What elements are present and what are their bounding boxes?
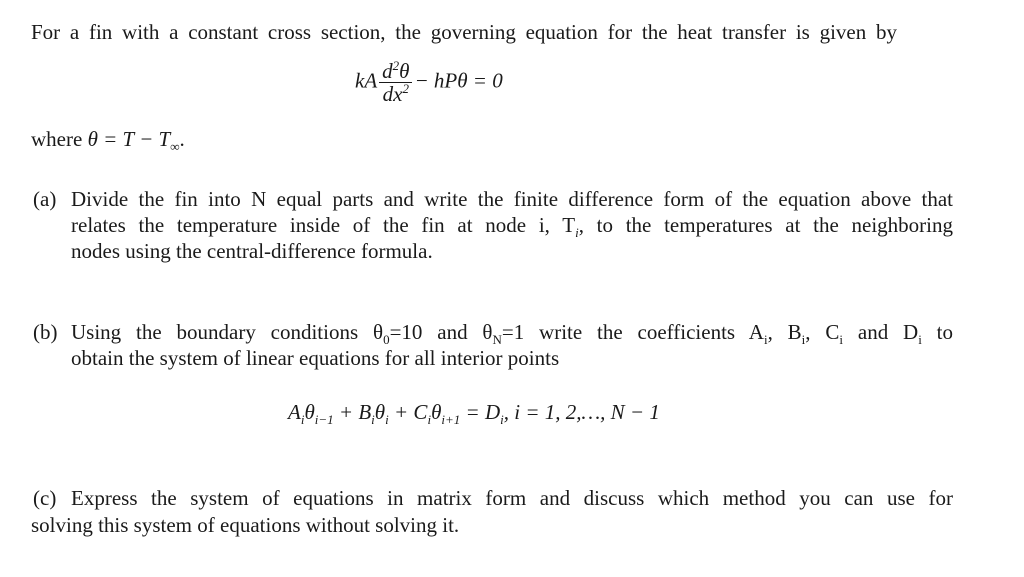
part-b-text-f: and D [843, 320, 919, 344]
sys-theta-3-sub: i+1 [441, 412, 461, 428]
governing-equation [355, 60, 503, 105]
part-b-sub-a: i [763, 332, 768, 348]
part-b-sub-d: i [918, 332, 922, 348]
eq-num-exp: 2 [392, 58, 400, 73]
part-b-sub-b: i [801, 332, 806, 348]
sys-a-sub: i [300, 412, 305, 428]
part-b-text-d: , B [767, 320, 802, 344]
system-equation [288, 400, 660, 428]
part-c-label: (c) [33, 486, 57, 510]
sys-a: A [288, 400, 301, 424]
eq-fraction [379, 60, 412, 105]
part-b-sub-n: N [492, 332, 502, 348]
part-a-line-2-text: relates the temperature inside of the fin at node i, T [71, 213, 576, 237]
sys-theta-3: θ [431, 400, 442, 424]
eq-den: dx [382, 82, 403, 106]
where-sub: ∞ [170, 139, 180, 155]
sys-b: + B [333, 400, 372, 424]
part-b-text-b: =10 and θ [389, 320, 493, 344]
where-label: where [31, 127, 83, 151]
sys-range: , i = 1, 2,…, N − 1 [503, 400, 660, 424]
eq-num-var: θ [399, 59, 410, 83]
part-b-sub-0: 0 [383, 332, 390, 348]
part-b-line-2: obtain the system of linear equations for all interior points [71, 346, 560, 370]
sys-d-sub: i [500, 412, 504, 428]
sys-b-sub: i [371, 412, 375, 428]
part-c-line-1: Express the system of equations in matrix form and discuss which method you can use for [71, 486, 953, 510]
part-a-line-1: Divide the fin into N equal parts and write the finite difference form of the equation above that [71, 187, 953, 211]
where-end: . [179, 127, 185, 151]
part-b-text-g: to [921, 320, 954, 344]
part-a-line-2-end: , to the temperatures at the neighboring [578, 213, 953, 237]
part-a-ti-sub: i [575, 225, 579, 241]
part-a-label: (a) [33, 187, 57, 211]
part-b-text-c: =1 write the coefficients A [501, 320, 764, 344]
eq-rest: − hPθ = 0 [414, 68, 503, 93]
eq-den-exp: 2 [402, 81, 409, 96]
where-expression: θ = T − T [87, 127, 171, 151]
part-b-label: (b) [33, 320, 58, 344]
sys-c: + C [388, 400, 428, 424]
part-a-line-3: nodes using the central-difference formula. [71, 239, 433, 263]
where-line [31, 126, 185, 155]
eq-num-d: d [382, 59, 393, 83]
part-a-line-2 [71, 212, 953, 241]
part-b-sub-c: i [839, 332, 844, 348]
sys-theta-1-sub: i−1 [314, 412, 334, 428]
sys-theta-2-sub: i [385, 412, 389, 428]
sys-theta-2: θ [374, 400, 386, 424]
sys-c-sub: i [427, 412, 432, 428]
intro-text: For a fin with a constant cross section, the governing equation for the heat transfer is given by [31, 20, 897, 44]
part-b-text-e: , C [805, 320, 840, 344]
part-b-text-a: Using the boundary conditions θ [71, 320, 384, 344]
sys-d: = D [460, 400, 501, 424]
eq-coef: kA [355, 68, 378, 93]
part-c-line-2: solving this system of equations without solving it. [31, 513, 460, 537]
sys-theta-1: θ [304, 400, 315, 424]
part-b-line-1 [71, 319, 954, 348]
